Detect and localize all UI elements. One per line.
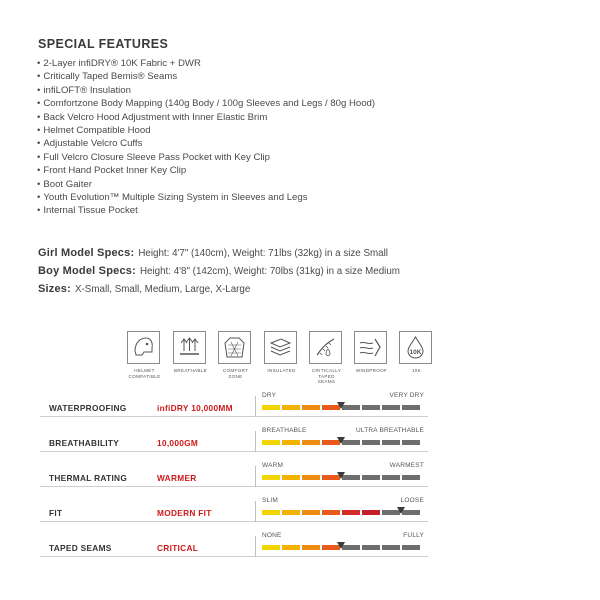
rating-thermal: [40, 462, 428, 487]
rating-segment: [262, 440, 280, 445]
special-features-list: [37, 57, 375, 218]
icon-caption: HELMET COMPATIBLE: [128, 368, 161, 379]
rating-label: TAPED SEAMS: [49, 543, 112, 553]
feature-item: • Internal Tissue Pocket: [37, 204, 375, 217]
rating-level-marker: [397, 507, 405, 514]
helmet-compatible-icon: [127, 331, 160, 364]
icon-caption: 10K: [411, 368, 422, 373]
rating-divider-line: [40, 521, 428, 522]
rating-label: FIT: [49, 508, 63, 518]
windproof-icon: [354, 331, 387, 364]
rating-waterproofing: [40, 392, 428, 417]
rating-column-divider: [255, 501, 256, 522]
rating-label: WATERPROOFING: [49, 403, 127, 413]
rating-segment: [262, 510, 280, 515]
feature-item: • Back Velcro Hood Adjustment with Inner Elastic Brim: [37, 111, 375, 124]
rating-segment: [402, 510, 420, 515]
sizes-spec: [38, 279, 400, 297]
rating-divider-line: [40, 486, 428, 487]
icon-cell-comfort: [218, 331, 258, 379]
feature-item: • Adjustable Velcro Cuffs: [37, 137, 375, 150]
rating-value: MODERN FIT: [157, 508, 212, 518]
spec-label: Girl Model Specs:: [38, 247, 135, 259]
rating-segment: [342, 545, 360, 550]
rating-column-divider: [255, 536, 256, 557]
icon-caption: WINDPROOF: [355, 368, 388, 373]
rating-scale-low: WARM: [262, 462, 284, 469]
feature-item: • Boot Gaiter: [37, 178, 375, 191]
insulated-icon: [264, 331, 297, 364]
rating-taped-seams: [40, 532, 428, 557]
spec-value: X-Small, Small, Medium, Large, X-Large: [75, 284, 251, 295]
rating-segment: [282, 405, 300, 410]
icon-cell-insulated: [264, 331, 304, 374]
rating-segment: [402, 405, 420, 410]
rating-segment: [282, 510, 300, 515]
rating-segment: [262, 405, 280, 410]
rating-scale-low: BREATHABLE: [262, 427, 307, 434]
model-specs: [38, 243, 400, 297]
rating-scale-high: LOOSE: [400, 497, 424, 504]
rating-value: infiDRY 10,000MM: [157, 403, 233, 413]
rating-scale-bar: [262, 405, 424, 410]
rating-column-divider: [255, 466, 256, 487]
10k-mark: 10K: [409, 349, 422, 356]
rating-segment: [382, 545, 400, 550]
rating-segment: [402, 475, 420, 480]
boy-model-specs: [38, 261, 400, 279]
10k-icon: [399, 331, 432, 364]
rating-segment: [362, 405, 380, 410]
rating-scale-low: DRY: [262, 392, 277, 399]
rating-segment: [282, 440, 300, 445]
rating-scale-high: FULLY: [403, 532, 424, 539]
rating-segment: [302, 545, 320, 550]
rating-segment: [282, 545, 300, 550]
rating-value: 10,000GM: [157, 438, 199, 448]
rating-segment: [302, 510, 320, 515]
rating-segment: [302, 405, 320, 410]
icon-cell-windproof: [354, 331, 394, 374]
feature-item: • Helmet Compatible Hood: [37, 124, 375, 137]
spec-label: Boy Model Specs:: [38, 265, 136, 277]
rating-scale-high: WARMEST: [389, 462, 424, 469]
icon-cell-breathable: [173, 331, 213, 374]
rating-value: WARMER: [157, 473, 197, 483]
feature-item: • Front Hand Pocket Inner Key Clip: [37, 164, 375, 177]
rating-scale-bar: [262, 475, 424, 480]
rating-segment: [362, 545, 380, 550]
rating-segment: [302, 440, 320, 445]
rating-value: CRITICAL: [157, 543, 199, 553]
rating-segment: [282, 475, 300, 480]
rating-column-divider: [255, 431, 256, 452]
rating-divider-line: [40, 451, 428, 452]
icon-caption: BREATHABLE: [173, 368, 208, 373]
spec-value: Height: 4'7" (140cm), Weight: 71lbs (32kg) in a size Small: [138, 248, 388, 259]
rating-level-marker: [337, 472, 345, 479]
icon-cell-taped: [309, 331, 349, 385]
rating-segment: [342, 510, 360, 515]
feature-item: • Comfortzone Body Mapping (140g Body / 100g Sleeves and Legs / 80g Hood): [37, 97, 375, 110]
rating-fit: [40, 497, 428, 522]
rating-segment: [362, 475, 380, 480]
rating-segment: [322, 510, 340, 515]
rating-scale-low: NONE: [262, 532, 282, 539]
rating-level-marker: [337, 402, 345, 409]
rating-scale-low: SLIM: [262, 497, 278, 504]
rating-column-divider: [255, 396, 256, 417]
rating-scale-bar: [262, 510, 424, 515]
rating-scale-high: VERY DRY: [389, 392, 424, 399]
rating-divider-line: [40, 556, 428, 557]
rating-segment: [262, 545, 280, 550]
rating-segment: [262, 475, 280, 480]
feature-item: • Youth Evolution™ Multiple Sizing System in Sleeves and Legs: [37, 191, 375, 204]
rating-segment: [382, 475, 400, 480]
rating-segment: [342, 440, 360, 445]
critically-taped-seams-icon: [309, 331, 342, 364]
icon-caption: INSULATED: [267, 368, 296, 373]
rating-segment: [342, 405, 360, 410]
rating-scale-bar: [262, 545, 424, 550]
feature-item: • 2-Layer infiDRY® 10K Fabric + DWR: [37, 57, 375, 70]
rating-scale-bar: [262, 440, 424, 445]
comfort-zone-icon: [218, 331, 251, 364]
icon-cell-helmet: [127, 331, 167, 379]
rating-level-marker: [337, 542, 345, 549]
feature-item: • Critically Taped Bemis® Seams: [37, 70, 375, 83]
rating-label: THERMAL RATING: [49, 473, 128, 483]
icon-caption: CRITICALLY TAPED SEAMS: [311, 368, 342, 384]
rating-segment: [402, 545, 420, 550]
rating-segment: [362, 510, 380, 515]
girl-model-specs: [38, 243, 400, 261]
breathable-icon: [173, 331, 206, 364]
rating-level-marker: [337, 437, 345, 444]
rating-breathability: [40, 427, 428, 452]
feature-item: • infiLOFT® Insulation: [37, 84, 375, 97]
rating-segment: [362, 440, 380, 445]
rating-label: BREATHABILITY: [49, 438, 120, 448]
rating-segment: [342, 475, 360, 480]
rating-segment: [382, 405, 400, 410]
spec-value: Height: 4'8" (142cm), Weight: 70lbs (31kg) in a size Medium: [139, 266, 400, 277]
special-features-title: SPECIAL FEATURES: [38, 37, 169, 51]
feature-item: • Full Velcro Closure Sleeve Pass Pocket with Key Clip: [37, 151, 375, 164]
icon-caption: COMFORT ZONE: [222, 368, 249, 379]
rating-scale-high: ULTRA BREATHABLE: [356, 427, 424, 434]
rating-segment: [402, 440, 420, 445]
rating-segment: [382, 440, 400, 445]
rating-segment: [302, 475, 320, 480]
rating-divider-line: [40, 416, 428, 417]
icon-cell-10k: [399, 331, 439, 374]
spec-label: Sizes:: [38, 283, 71, 295]
